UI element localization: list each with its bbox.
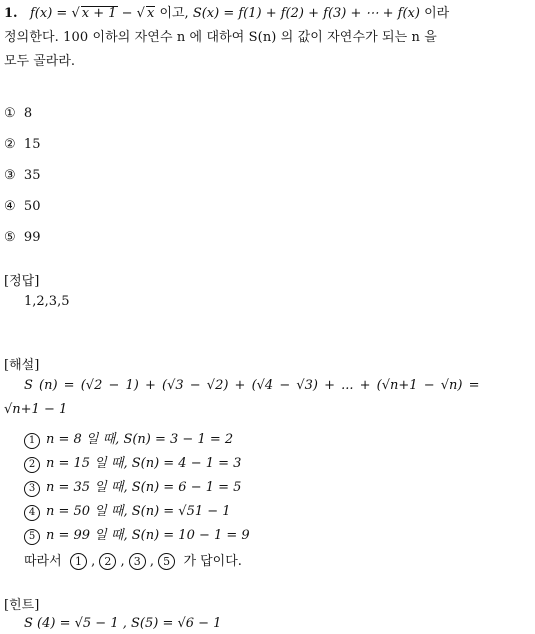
problem-line-2: 정의한다. 100 이하의 자연수 n 에 대하여 S(n) 의 값이 자연수가 되는 n 을 bbox=[4, 30, 437, 45]
choice-mark: ④ bbox=[4, 199, 16, 214]
conclusion-mark-3: 3 bbox=[129, 553, 146, 570]
conclusion-prefix: 따라서 bbox=[24, 554, 62, 569]
problem-line-1 bbox=[4, 2, 449, 21]
answer-value: 1,2,3,5 bbox=[24, 294, 70, 309]
choice-value: 35 bbox=[23, 168, 41, 183]
problem-sum-def: S(x) = f(1) + f(2) + f(3) + ⋯ + f(x) bbox=[192, 6, 420, 21]
conclusion-mark-1: 1 bbox=[70, 553, 87, 570]
case-mark: 2 bbox=[24, 457, 40, 473]
case-mark: 3 bbox=[24, 481, 40, 497]
solution-case-1 bbox=[24, 428, 233, 449]
choice-5[interactable] bbox=[4, 230, 40, 245]
solution-line-1: S (n) = (√2 − 1) + (√3 − √2) + (√4 − √3) + ... + (√n+1 − √n) = bbox=[24, 378, 480, 393]
choice-mark: ⑤ bbox=[4, 230, 16, 245]
solution-conclusion: 따라서 1 , 2 , 3 , 5 가 답이다. bbox=[24, 554, 242, 569]
choice-value: 50 bbox=[23, 199, 41, 214]
choice-mark: ③ bbox=[4, 168, 16, 183]
problem-text-b: 이라 bbox=[419, 6, 450, 21]
solution-case-4 bbox=[24, 500, 231, 521]
solution-case-3 bbox=[24, 476, 241, 497]
case-text: n = 50 일 때, S(n) = √51 − 1 bbox=[46, 504, 231, 519]
choice-value: 8 bbox=[23, 106, 33, 121]
solution-case-2 bbox=[24, 452, 241, 473]
conclusion-mark-4: 5 bbox=[158, 553, 175, 570]
choice-mark: ① bbox=[4, 106, 16, 121]
answer-heading: [정답] bbox=[4, 274, 40, 289]
solution-case-5 bbox=[24, 524, 250, 545]
choice-4[interactable] bbox=[4, 199, 40, 214]
solution-line-2: √n+1 − 1 bbox=[4, 402, 68, 417]
choice-value: 15 bbox=[23, 137, 41, 152]
choice-2[interactable] bbox=[4, 137, 40, 152]
hint-line: S (4) = √5 − 1 , S(5) = √6 − 1 bbox=[24, 616, 222, 631]
hint-heading: [힌트] bbox=[4, 598, 40, 613]
case-text: n = 99 일 때, S(n) = 10 − 1 = 9 bbox=[46, 528, 250, 543]
conclusion-mark-2: 2 bbox=[99, 553, 116, 570]
case-text: n = 8 일 때, S(n) = 3 − 1 = 2 bbox=[46, 432, 234, 447]
problem-number: 1. bbox=[4, 6, 18, 21]
case-mark: 5 bbox=[24, 529, 40, 545]
choice-value: 99 bbox=[23, 230, 41, 245]
choice-3[interactable] bbox=[4, 168, 40, 183]
problem-text-a: 이고, bbox=[155, 6, 193, 21]
problem-function-def: f(x) = √ x + 1 − √ x bbox=[29, 6, 155, 21]
solution-heading: [해설] bbox=[4, 358, 40, 373]
case-text: n = 35 일 때, S(n) = 6 − 1 = 5 bbox=[46, 480, 242, 495]
problem-line-3: 모두 골라라. bbox=[4, 54, 76, 69]
case-mark: 1 bbox=[24, 433, 40, 449]
choice-1[interactable] bbox=[4, 106, 32, 121]
conclusion-suffix: 가 답이다. bbox=[183, 554, 242, 569]
case-text: n = 15 일 때, S(n) = 4 − 1 = 3 bbox=[46, 456, 242, 471]
case-mark: 4 bbox=[24, 505, 40, 521]
choice-mark: ② bbox=[4, 137, 16, 152]
